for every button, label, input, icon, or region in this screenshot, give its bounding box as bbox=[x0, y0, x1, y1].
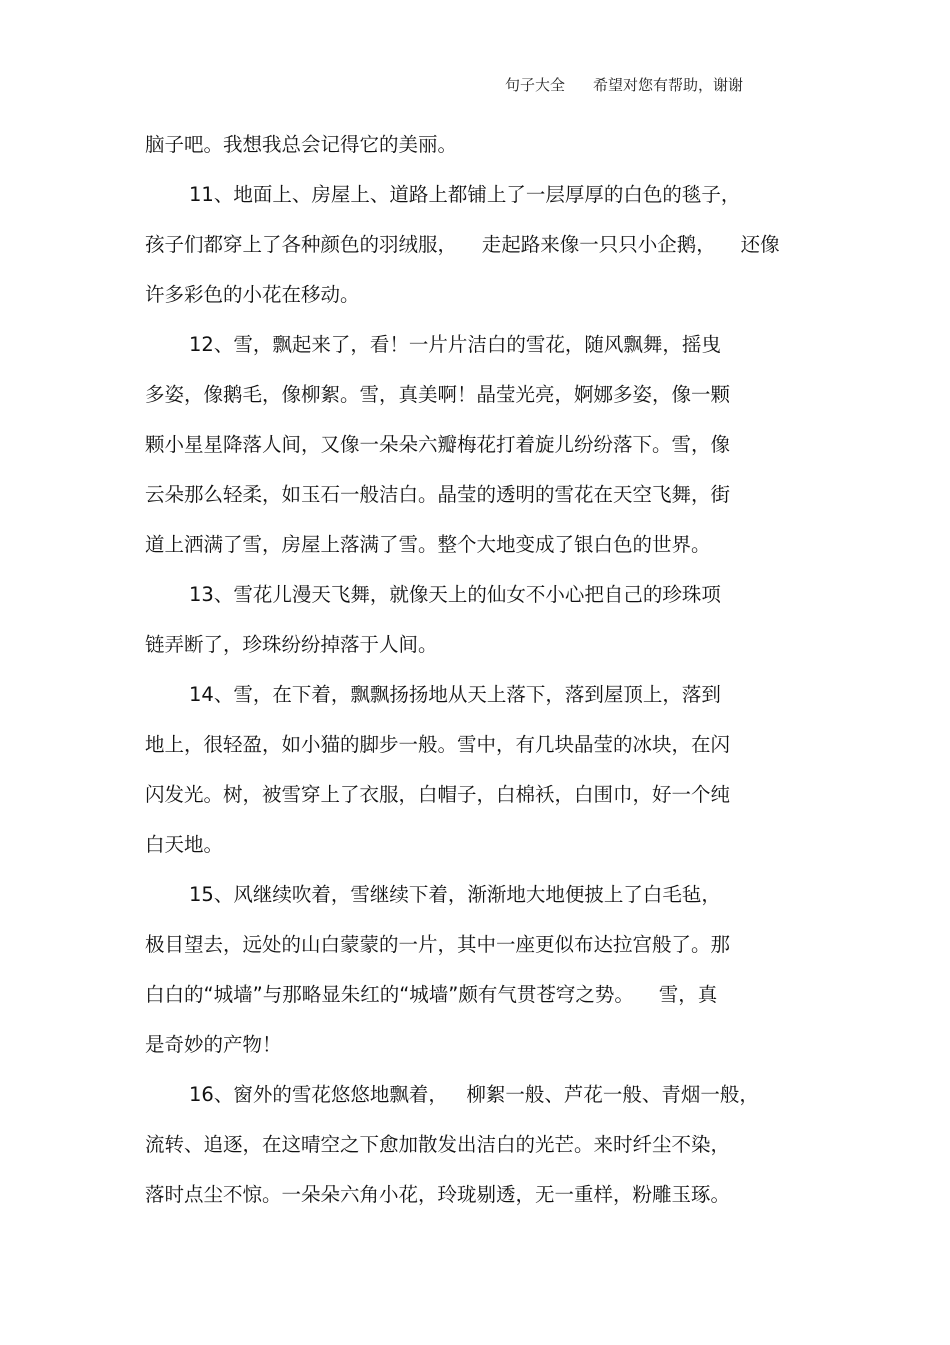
text-line: 白天地。 bbox=[145, 833, 224, 856]
paragraph-12-line: 12、雪，飘起来了，看！一片片洁白的雪花，随风飘舞，摇曳 bbox=[189, 333, 721, 356]
text-line: 云朵那么轻柔，如玉石一般洁白。晶莹的透明的雪花在天空飞舞，街 bbox=[145, 483, 731, 506]
text-line: 许多彩色的小花在移动。 bbox=[145, 283, 360, 306]
text-line: 落时点尘不惊。一朵朵六角小花，玲珑剔透，无一重样，粉雕玉琢。 bbox=[145, 1183, 731, 1206]
text-line: 道上洒满了雪，房屋上落满了雪。整个大地变成了银白色的世界。 bbox=[145, 533, 711, 556]
header-thanks-note: 希望对您有帮助，谢谢 bbox=[593, 76, 744, 94]
text-line: 链弄断了，珍珠纷纷掉落于人间。 bbox=[145, 633, 438, 656]
header-site-name: 句子大全 bbox=[505, 76, 566, 94]
text-line: 极目望去，远处的山白蒙蒙的一片，其中一座更似布达拉宫般了。那 bbox=[145, 933, 731, 956]
text-line: 闪发光。树，被雪穿上了衣服，白帽子，白棉袄，白围巾，好一个纯 bbox=[145, 783, 731, 806]
text-line: 孩子们都穿上了各种颜色的羽绒服， 走起路来像一只只小企鹅， 还像 bbox=[145, 233, 780, 256]
text-line: 多姿，像鹅毛，像柳絮。雪，真美啊！晶莹光亮，婀娜多姿，像一颗 bbox=[145, 383, 731, 406]
paragraph-14-line: 14、雪，在下着，飘飘扬扬地从天上落下，落到屋顶上，落到 bbox=[189, 683, 721, 706]
text-line: 地上，很轻盈，如小猫的脚步一般。雪中，有几块晶莹的冰块，在闪 bbox=[145, 733, 731, 756]
text-line: 白白的“城墙”与那略显朱红的“城墙”颇有气贯苍穹之势。 雪，真 bbox=[145, 983, 718, 1006]
text-line: 脑子吧。我想我总会记得它的美丽。 bbox=[145, 133, 458, 156]
paragraph-15-line: 15、风继续吹着，雪继续下着，渐渐地大地便披上了白毛毡， bbox=[189, 883, 721, 906]
text-line: 流转、追逐，在这晴空之下愈加散发出洁白的光芒。来时纤尘不染， bbox=[145, 1133, 731, 1156]
paragraph-16-line: 16、窗外的雪花悠悠地飘着， 柳絮一般、芦花一般、青烟一般， bbox=[189, 1083, 759, 1106]
paragraph-11-line: 11、地面上、房屋上、道路上都铺上了一层厚厚的白色的毯子， bbox=[189, 183, 741, 206]
paragraph-13-line: 13、雪花儿漫天飞舞，就像天上的仙女不小心把自己的珍珠项 bbox=[189, 583, 721, 606]
text-line: 是奇妙的产物！ bbox=[145, 1033, 282, 1056]
text-line: 颗小星星降落人间，又像一朵朵六瓣梅花打着旋儿纷纷落下。雪，像 bbox=[145, 433, 731, 456]
